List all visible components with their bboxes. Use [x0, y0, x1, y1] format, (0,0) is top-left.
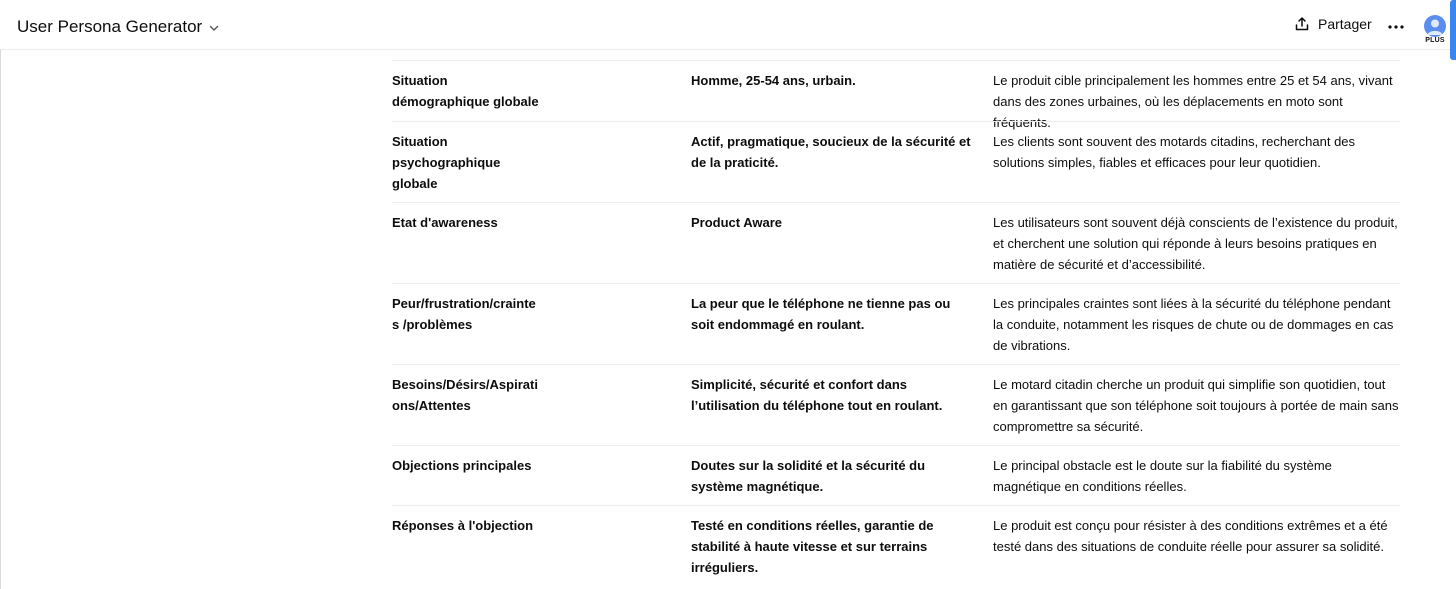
app-title: User Persona Generator [17, 17, 203, 36]
row-summary: Doutes sur la solidité et la sécurité du système magnétique. [691, 458, 926, 494]
row-summary: Homme, 25-54 ans, urbain. [691, 73, 856, 88]
row-detail: Les clients sont souvent des motards citadins, recherchant des solutions simples, fiables et efficaces pour leur quotidien. [993, 134, 1356, 170]
row-label: Situation démographique globale [392, 73, 539, 109]
row-detail: Le produit cible principalement les hommes entre 25 et 54 ans, vivant dans des zones urbaines, où les déplacements en moto sont fréquents. [993, 73, 1393, 130]
row-label: Besoins/Désirs/Aspirations/Attentes [392, 377, 538, 413]
row-detail: Le principal obstacle est le doute sur la fiabilité du système magnétique en conditions réelles. [993, 458, 1332, 494]
table-row [392, 445, 1400, 505]
table-row [392, 121, 1400, 202]
row-label: Etat d'awareness [392, 215, 498, 230]
persona-table [392, 60, 1400, 585]
row-label: Peur/frustration/craintes /problèmes [392, 296, 536, 332]
table-row [392, 364, 1400, 445]
row-summary: Simplicité, sécurité et confort dans l’utilisation du téléphone tout en roulant. [691, 377, 943, 413]
row-summary: Product Aware [691, 215, 783, 230]
row-detail: Les utilisateurs sont souvent déjà conscients de l’existence du produit, et cherchent une solution qui réponde à leurs besoins pratiques en matière de sécurité et d’accessibilité. [993, 215, 1398, 272]
table-row [392, 60, 1400, 130]
table-row [392, 505, 1400, 585]
account-menu-button[interactable] [1422, 15, 1448, 47]
user-avatar-icon [1424, 15, 1446, 37]
row-detail: Le motard citadin cherche un produit qui simplifie son quotidien, tout en garantissant que son téléphone soit toujours à portée de main sans compromettre sa sécurité. [993, 377, 1399, 434]
row-summary: Testé en conditions réelles, garantie de stabilité à haute vitesse et sur terrains irréguliers. [691, 518, 934, 575]
row-detail: Les principales craintes sont liées à la sécurité du téléphone pendant la conduite, notamment les risques de chute ou de dommages en cas de vibrations. [993, 296, 1394, 353]
more-horizontal-icon[interactable] [1386, 17, 1406, 37]
share-label: Partager [1318, 16, 1372, 32]
row-label: Objections principales [392, 458, 532, 473]
gpt-title-dropdown[interactable] [17, 17, 220, 37]
share-icon [1294, 16, 1310, 32]
table-row [392, 202, 1400, 283]
table-row [392, 283, 1400, 364]
row-label: Réponses à l'objection [392, 518, 534, 533]
scroll-indicator [1450, 0, 1456, 60]
share-button[interactable] [1294, 16, 1372, 32]
row-label: Situation psychographique globale [392, 134, 501, 191]
row-summary: La peur que le téléphone ne tienne pas ou soit endommagé en roulant. [691, 296, 951, 332]
plan-badge: PLUS [1425, 37, 1445, 44]
chevron-down-icon [208, 22, 220, 34]
sidebar-divider [0, 50, 1, 589]
top-bar [0, 0, 1456, 50]
row-detail: Le produit est conçu pour résister à des conditions extrêmes et a été testé dans des situations de conduite réelle pour assurer sa solidité. [993, 518, 1388, 554]
row-summary: Actif, pragmatique, soucieux de la sécurité et de la praticité. [691, 134, 971, 170]
